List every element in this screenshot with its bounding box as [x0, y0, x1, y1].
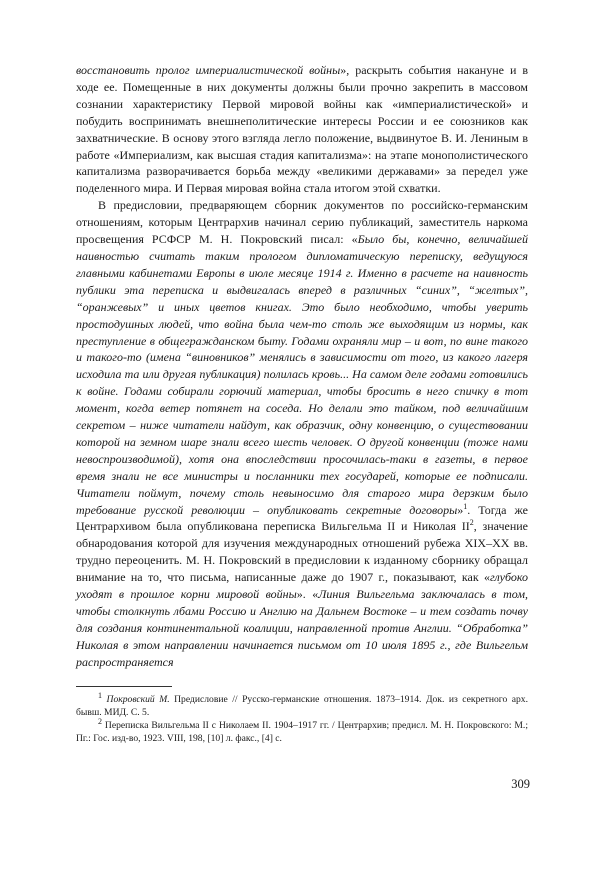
- footnote-2: [76, 716, 528, 745]
- text-run: . Тогда же Центрархивом была опубликована переписка Вильгельма II и Николая II: [76, 502, 528, 534]
- page-body: [76, 62, 528, 745]
- text-run: , значение обнародования которой для изучения международных отношений рубежа XIX–XX вв. трудно переоценить. М. Н. Покровский в предисловии к изданному сборнику обращал внимание на то, что письма, написанные даже до 1907 г., показывают, как «: [76, 519, 528, 585]
- text-run: Предисловие // Русско-германские отношения. 1873–1914. Док. из секретного арх. бывш. МИД. С. 5.: [76, 693, 528, 718]
- footnote-1: [76, 690, 528, 719]
- paragraph-1: [76, 62, 528, 197]
- text-run: В предисловии, предваряющем сборник документов по российско-германским отношениям, которым Центрархив начинал серию публикаций, заместитель наркома просвещения РСФСР М. Н. Покровский писал: «: [76, 198, 528, 247]
- footnote-ref: 2: [98, 716, 102, 726]
- italic-run: восстановить пролог империалистической войны: [76, 63, 341, 77]
- paragraph-2: [76, 197, 528, 670]
- footnote-ref: 1: [98, 690, 102, 700]
- text-run: », раскрыть события накануне и в ходе ее. Помещенные в них документы должны были прочно закрепить в массовом сознании характеристику Первой мировой войны как «империалистической» и побудить воспринимать внешнеполитические интересы России и ее союзников как захватнические. В основу этого взгляда легло положение, выдвинутое В. И. Лениным в работе «Империализм, как высшая стадия капитализма»: на этапе монополистического капитализма разворачивается борьба между «великими державами» за передел уже поделенного мира. И Первая мировая война стала итогом этой схватки.: [76, 63, 529, 196]
- italic-run: Линия Вильгельма заключалась в том, чтобы столкнуть лбами Россию и Англию на Дальнем Востоке – и тем создать почву для создания континентальной коалиции, направленной против Англии. “Обработка” Николая в этом направлении начинается письмом от 10 июля 1895 г., где Вильгельм распространяется: [76, 587, 529, 669]
- text-run: »: [457, 502, 464, 517]
- text-run: Переписка Вильгельма II с Николаем II. 1904–1917 гг. / Центрархив; предисл. М. Н. Покровского: М.; Пг.: Гос. изд-во, 1923. VIII, 198, [10] л. факс., [4] с.: [76, 720, 528, 745]
- footnote-divider: [76, 686, 172, 687]
- italic-run: Покровский М.: [106, 693, 170, 705]
- italic-run: Было бы, конечно, величайшей наивностью считать таким прологом дипломатическую переписку, ведущуюся главными кабинетами Европы в июле месяце 1914 г. Именно в расчете на наивность публики эта переписка и выдвигалась вперед в различных “синих”, “желтых”, “оранжевых” и иных цветов книгах. Это было необходимо, чтобы уверить простодушных людей, что война была чем-то столь же выходящим из нормы, как преступление в общегражданском быту. Годами охраняли мир – и вот, по вине такого и такого-то (имена “виновников” менялись в зависимости от того, из какого лагеря исходила та или другая публикация) полилась кровь... На самом деле годами готовились к войне. Годами собирали горючий материал, чтобы бросить в него спичку в тот момент, когда ветер потянет на соседа. Но делали это тайком, под величайшим секретом – ниже читатели найдут, как образчик, одну конвенцию, о существовании которой на земном шаре знали всего шесть человек. О другой конвенции (тоже нами невоспроизводимой), хотя она впоследствии просочилась-таки в газеты, в первое время знали не все министры и посланники тех государей, которые ее подписали. Читатели поймут, почему столь невыносимо для старого мира дерзким было требование русской революции – опубликовать секретные договоры: [76, 232, 528, 517]
- footnote-ref: 2: [469, 518, 474, 528]
- page-number: 309: [511, 777, 530, 791]
- text-run: ». «: [296, 587, 319, 602]
- italic-run: глубоко уходят в прошлое корни мировой войны: [76, 570, 528, 602]
- footnote-ref: 1: [463, 501, 468, 511]
